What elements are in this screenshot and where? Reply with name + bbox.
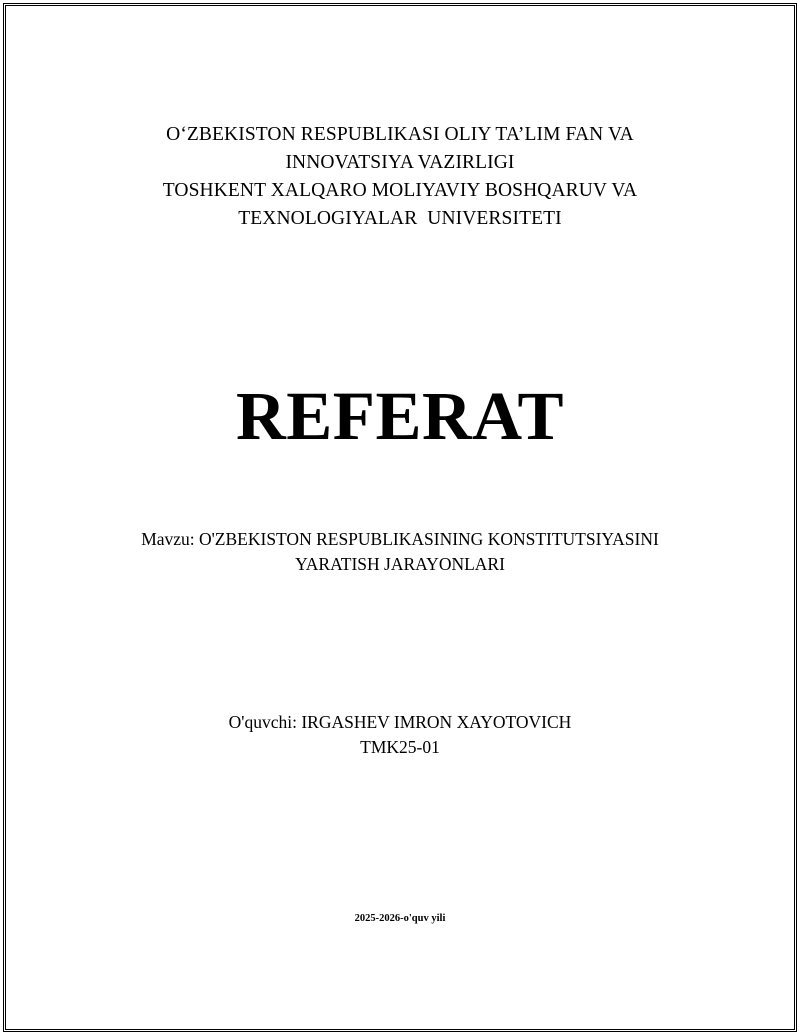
header-line-university-1: TOSHKENT XALQARO MOLIYAVIY BOSHQARUV VA	[162, 180, 638, 201]
topic-line-1: Mavzu: O'ZBEKISTON RESPUBLIKASINING KONSTITUTSIYASINI	[141, 529, 659, 549]
academic-year: 2025-2026-o'quv yili	[354, 913, 446, 924]
student-name: O'quvchi: IRGASHEV IMRON XAYOTOVICH	[228, 712, 572, 732]
document-title: REFERAT	[235, 378, 565, 454]
institution-header	[0, 121, 800, 233]
header-line-university-2: TEXNOLOGIYALAR UNIVERSITETI	[238, 208, 562, 229]
header-line-ministry-1: O‘ZBEKISTON RESPUBLIKASI OLIY TA’LIM FAN VA	[166, 124, 634, 145]
topic-line-2: YARATISH JARAYONLARI	[295, 553, 505, 574]
student-block	[0, 710, 800, 759]
student-group: TMK25-01	[360, 736, 440, 757]
header-line-ministry-2: INNOVATSIYA VAZIRLIGI	[285, 152, 515, 173]
topic-block	[0, 527, 800, 576]
